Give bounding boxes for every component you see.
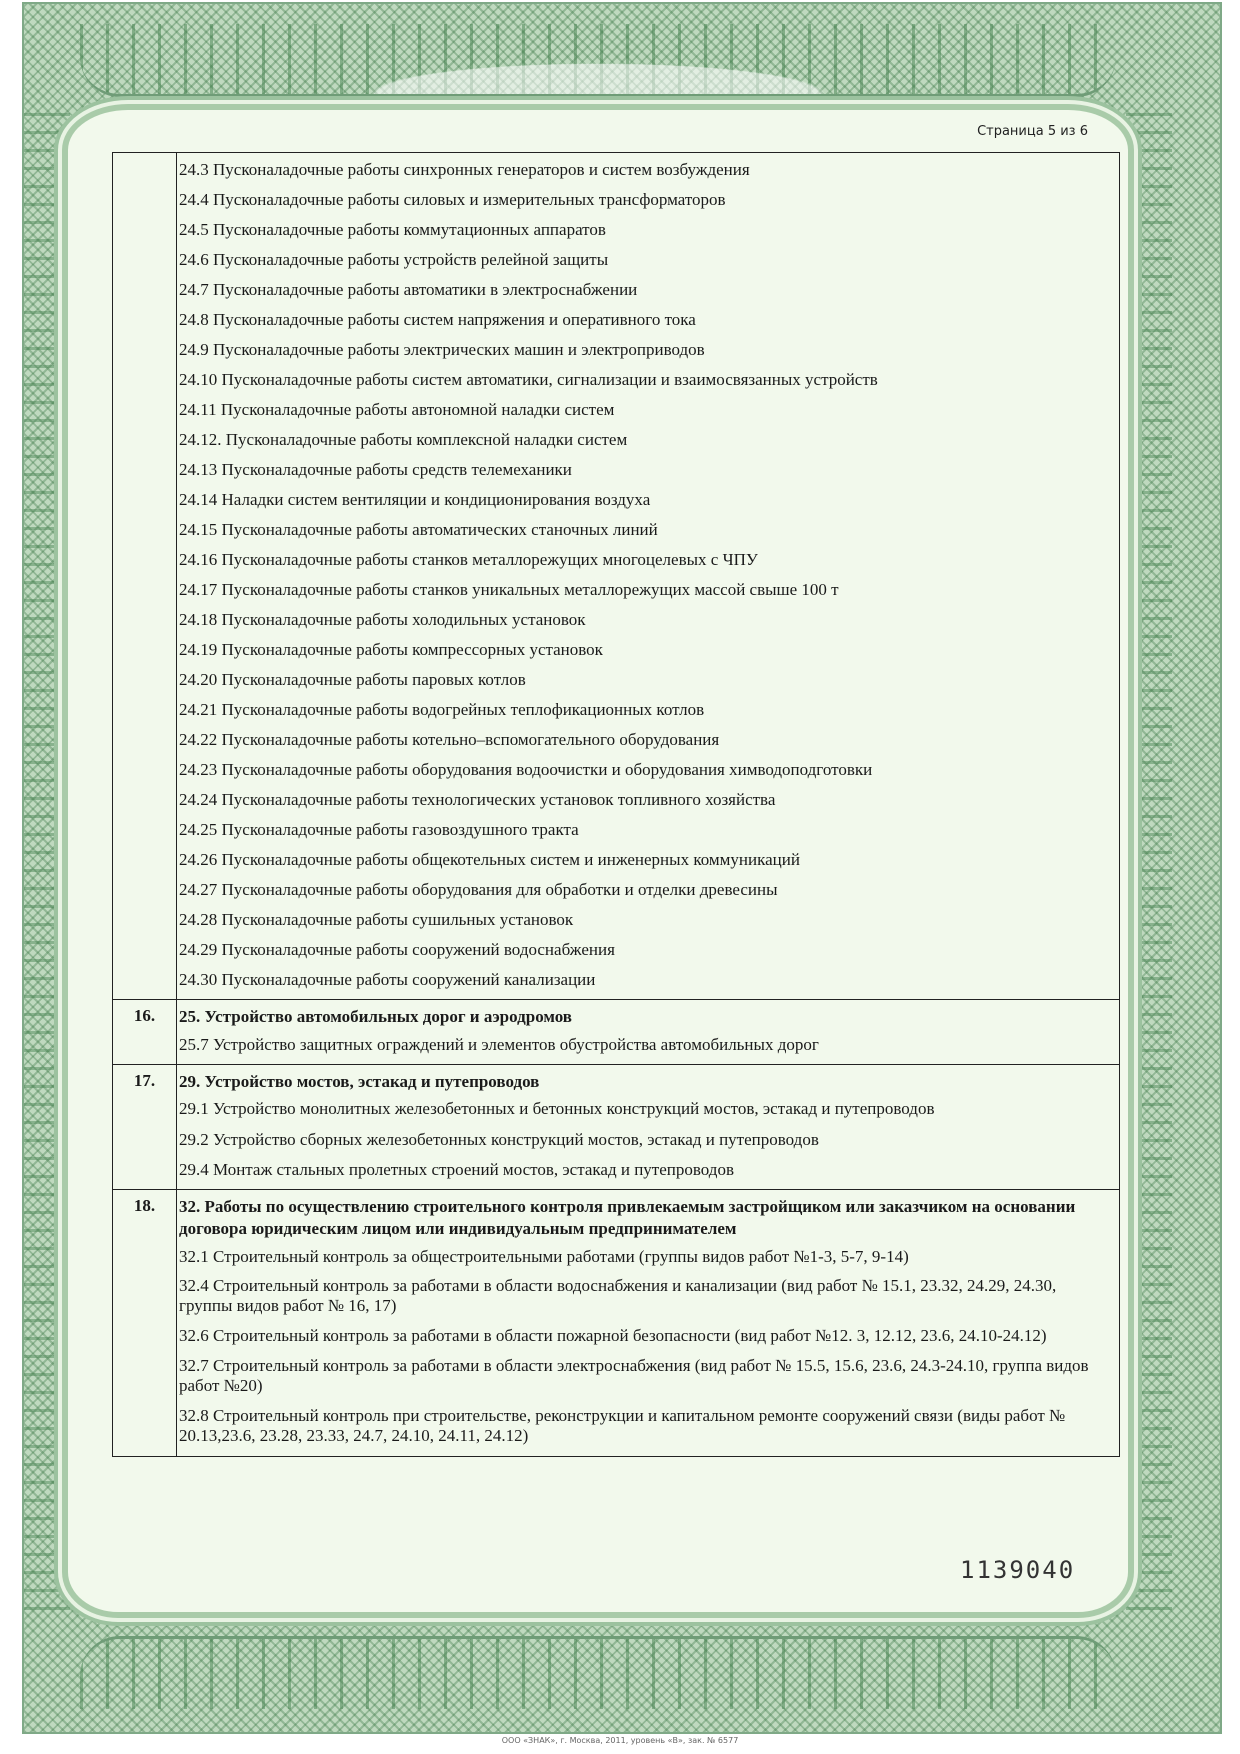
work-item: 24.29 Пусконаладочные работы сооружений водоснабжения	[179, 940, 615, 959]
work-item: 24.8 Пусконаладочные работы систем напряжения и оперативного тока	[179, 310, 696, 329]
group-heading: 29. Устройство мостов, эстакад и путепроводов	[179, 1072, 540, 1091]
group-number-cell: 18.	[113, 1190, 177, 1456]
work-item: 24.9 Пусконаладочные работы электрических машин и электроприводов	[179, 340, 705, 359]
frame-top-ornament	[80, 24, 1116, 97]
work-item: 24.17 Пусконаладочные работы станков уникальных металлорежущих массой свыше 100 т	[179, 580, 839, 599]
work-item: 24.18 Пусконаладочные работы холодильных установок	[179, 610, 586, 629]
work-item: 24.25 Пусконаладочные работы газовоздушного тракта	[179, 820, 579, 839]
group-body	[177, 153, 1119, 999]
work-item: 24.23 Пусконаладочные работы оборудования водоочистки и оборудования химводоподготовки	[179, 760, 873, 779]
work-item: 32.8 Строительный контроль при строительстве, реконструкции и капитальном ремонте сооружений связи (виды работ № 20.13,23.6, 23.28, 23.33, 24.7, 24.10, 24.11, 24.12)	[179, 1406, 1066, 1445]
work-item: 24.24 Пусконаладочные работы технологических установок топливного хозяйства	[179, 790, 776, 809]
work-item: 29.4 Монтаж стальных пролетных строений мостов, эстакад и путепроводов	[179, 1160, 734, 1179]
work-item: 24.28 Пусконаладочные работы сушильных установок	[179, 910, 574, 929]
work-item: 24.22 Пусконаладочные работы котельно–вспомогательного оборудования	[179, 730, 720, 749]
printer-imprint: ООО «ЗНАК», г. Москва, 2011, уровень «В», зак. № 6577	[501, 1736, 739, 1745]
work-item: 24.27 Пусконаладочные работы оборудования для обработки и отделки древесины	[179, 880, 778, 899]
work-item: 24.10 Пусконаладочные работы систем автоматики, сигнализации и взаимосвязанных устройств	[179, 370, 878, 389]
work-item: 24.7 Пусконаладочные работы автоматики в электроснабжении	[179, 280, 638, 299]
page-number-label: Страница 5 из 6	[977, 124, 1088, 139]
work-item: 24.6 Пусконаладочные работы устройств релейной защиты	[179, 250, 609, 269]
frame-left-ornament	[24, 110, 70, 1610]
work-item: 32.4 Строительный контроль за работами в области водоснабжения и канализации (вид работ № 15.1, 23.32, 24.29, 24.30, группы видов работ № 16, 17)	[179, 1276, 1057, 1315]
permit-works-table	[112, 152, 1120, 1457]
work-item: 24.21 Пусконаладочные работы водогрейных теплофикационных котлов	[179, 700, 705, 719]
group-body	[177, 1190, 1119, 1456]
group-heading: 25. Устройство автомобильных дорог и аэродромов	[179, 1007, 572, 1026]
table-group-16	[113, 999, 1119, 1064]
work-item: 29.2 Устройство сборных железобетонных конструкций мостов, эстакад и путепроводов	[179, 1130, 819, 1149]
work-item: 32.1 Строительный контроль за общестроительными работами (группы видов работ №1-3, 5-7, 9-14)	[179, 1247, 909, 1266]
group-number-cell	[113, 153, 177, 999]
work-item: 24.14 Наладки систем вентиляции и кондиционирования воздуха	[179, 490, 651, 509]
work-item: 32.7 Строительный контроль за работами в области электроснабжения (вид работ № 15.5, 15.6, 23.6, 24.3-24.10, группа видов работ №20)	[179, 1356, 1089, 1395]
work-item: 24.20 Пусконаладочные работы паровых котлов	[179, 670, 526, 689]
group-body	[177, 1065, 1119, 1189]
group-number-cell: 17.	[113, 1065, 177, 1189]
work-item: 24.3 Пусконаладочные работы синхронных генераторов и систем возбуждения	[179, 160, 750, 179]
work-item: 25.7 Устройство защитных ограждений и элементов обустройства автомобильных дорог	[179, 1035, 819, 1054]
frame-bottom-ornament	[80, 1636, 1116, 1709]
group-heading: 32. Работы по осуществлению строительного контроля привлекаемым застройщиком или заказчиком на основании договора юридическим лицом или индивидуальным предпринимателем	[179, 1197, 1076, 1238]
table-group-18	[113, 1189, 1119, 1456]
work-item: 24.19 Пусконаладочные работы компрессорных установок	[179, 640, 603, 659]
work-item: 24.26 Пусконаладочные работы общекотельных систем и инженерных коммуникаций	[179, 850, 800, 869]
work-item: 24.12. Пусконаладочные работы комплексной наладки систем	[179, 430, 628, 449]
form-serial-number: 1139040	[960, 1556, 1076, 1584]
group-body	[177, 1000, 1119, 1064]
work-item: 24.5 Пусконаладочные работы коммутационных аппаратов	[179, 220, 606, 239]
work-item: 24.4 Пусконаладочные работы силовых и измерительных трансформаторов	[179, 190, 726, 209]
table-group-17	[113, 1064, 1119, 1189]
work-item: 29.1 Устройство монолитных железобетонных и бетонных конструкций мостов, эстакад и путепроводов	[179, 1099, 935, 1118]
group-number-cell: 16.	[113, 1000, 177, 1064]
table-group-continuation	[113, 153, 1119, 999]
work-item: 24.15 Пусконаладочные работы автоматических станочных линий	[179, 520, 658, 539]
work-item: 24.16 Пусконаладочные работы станков металлорежущих многоцелевых с ЧПУ	[179, 550, 758, 569]
work-item: 24.30 Пусконаладочные работы сооружений канализации	[179, 970, 596, 989]
work-item: 32.6 Строительный контроль за работами в области пожарной безопасности (вид работ №12. 3, 12.12, 23.6, 24.10-24.12)	[179, 1326, 1047, 1345]
work-item: 24.11 Пусконаладочные работы автономной наладки систем	[179, 400, 615, 419]
frame-right-ornament	[1126, 110, 1172, 1610]
work-item: 24.13 Пусконаладочные работы средств телемеханики	[179, 460, 572, 479]
